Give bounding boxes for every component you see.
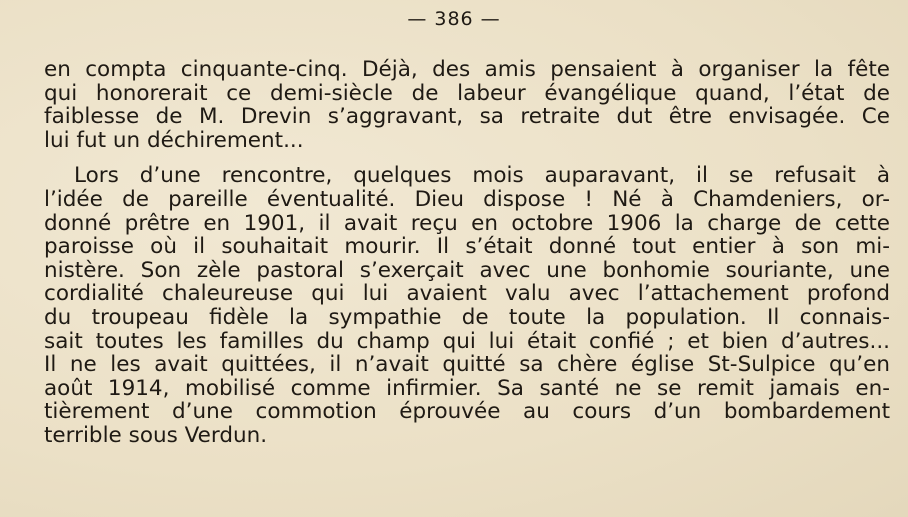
text-line: paroisse où il souhaitait mourir. Il s’était donné tout entier à son mi- — [44, 234, 890, 260]
body-text — [44, 58, 890, 448]
text-line: tièrement d’une commotion éprouvée au cours d’un bombardement — [44, 399, 890, 425]
page-number: — 386 — — [407, 8, 501, 30]
text-line: Lors d’une rencontre, quelques mois auparavant, il se refusait à — [74, 163, 890, 189]
paragraph — [44, 58, 890, 152]
text-line: terrible sous Verdun. — [44, 422, 268, 448]
text-line: cordialité chaleureuse qui lui avaient valu avec l’attachement profond — [44, 281, 890, 307]
text-line: qui honorerait ce demi-siècle de labeur évangélique quand, l’état de — [44, 80, 890, 106]
text-line: Il ne les avait quittées, il n’avait quitté sa chère église St-Sulpice qu’en — [44, 352, 890, 378]
text-line: sait toutes les familles du champ qui lui était confié ; et bien d’autres... — [44, 328, 890, 354]
text-line: l’idée de pareille éventualité. Dieu dispose ! Né à Chamdeniers, or- — [44, 186, 890, 212]
text-line: août 1914, mobilisé comme infirmier. Sa santé ne se remit jamais en- — [44, 375, 890, 401]
text-line: lui fut un déchirement... — [44, 127, 304, 153]
text-line: en compta cinquante-cinq. Déjà, des amis pensaient à organiser la fête — [44, 57, 890, 82]
text-line: faiblesse de M. Drevin s’aggravant, sa retraite dut être envisagée. Ce — [44, 104, 890, 130]
text-line: du troupeau fidèle la sympathie de toute la population. Il connais- — [44, 304, 890, 330]
text-line: donné prêtre en 1901, il avait reçu en octobre 1906 la charge de cette — [44, 210, 890, 236]
text-line: nistère. Son zèle pastoral s’exerçait avec une bonhomie souriante, une — [44, 257, 890, 283]
paragraph — [44, 164, 890, 447]
